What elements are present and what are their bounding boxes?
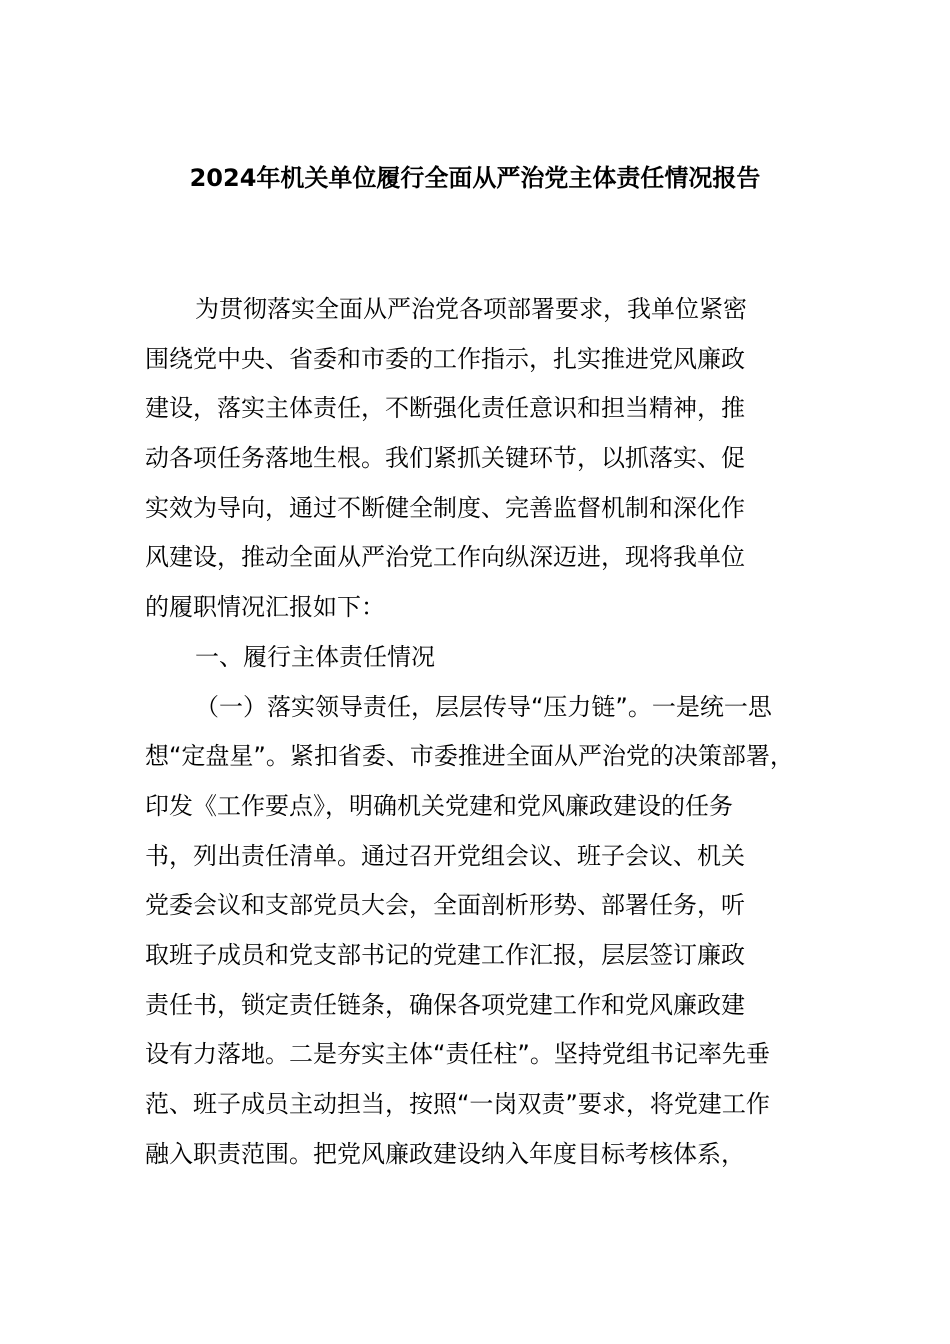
body-line: 责任书，锁定责任链条，确保各项党建工作和党风廉政建 [145,990,745,1019]
document-title: 2024年机关单位履行全面从严治党主体责任情况报告 [189,164,761,192]
body-line: 书，列出责任清单。通过召开党组会议、班子会议、机关 [145,841,745,870]
body-line: 取班子成员和党支部书记的党建工作汇报，层层签订廉政 [145,940,745,969]
body-line: 范、班子成员主动担当，按照“一岗双责”要求，将党建工作 [145,1090,770,1118]
body-line: 建设，落实主体责任，不断强化责任意识和担当精神，推 [145,394,745,423]
body-line: 为贯彻落实全面从严治党各项部署要求，我单位紧密 [195,295,747,323]
body-line: （一）落实领导责任，层层传导“压力链”。一是统一思 [195,692,772,721]
body-line: 设有力落地。二是夯实主体“责任柱”。坚持党组书记率先垂 [145,1040,770,1069]
body-line: 党委会议和支部党员大会，全面剖析形势、部署任务，听 [145,891,745,920]
body-line: 风建设，推动全面从严治党工作向纵深迈进，现将我单位 [145,543,745,572]
body-line: 围绕党中央、省委和市委的工作指示，扎实推进党风廉政 [145,344,745,373]
body-line: 一、履行主体责任情况 [195,642,435,671]
body-line: 动各项任务落地生根。我们紧抓关键环节，以抓落实、促 [145,444,745,473]
document-body [145,285,845,1179]
body-line: 实效为导向，通过不断健全制度、完善监督机制和深化作 [145,493,745,522]
body-line: 的履职情况汇报如下： [145,593,385,622]
body-line: 想“定盘星”。紧扣省委、市委推进全面从严治党的决策部署， [145,742,794,771]
body-line: 印发《工作要点》，明确机关党建和党风廉政建设的任务 [145,791,733,820]
body-line: 融入职责范围。把党风廉政建设纳入年度目标考核体系， [145,1139,745,1168]
